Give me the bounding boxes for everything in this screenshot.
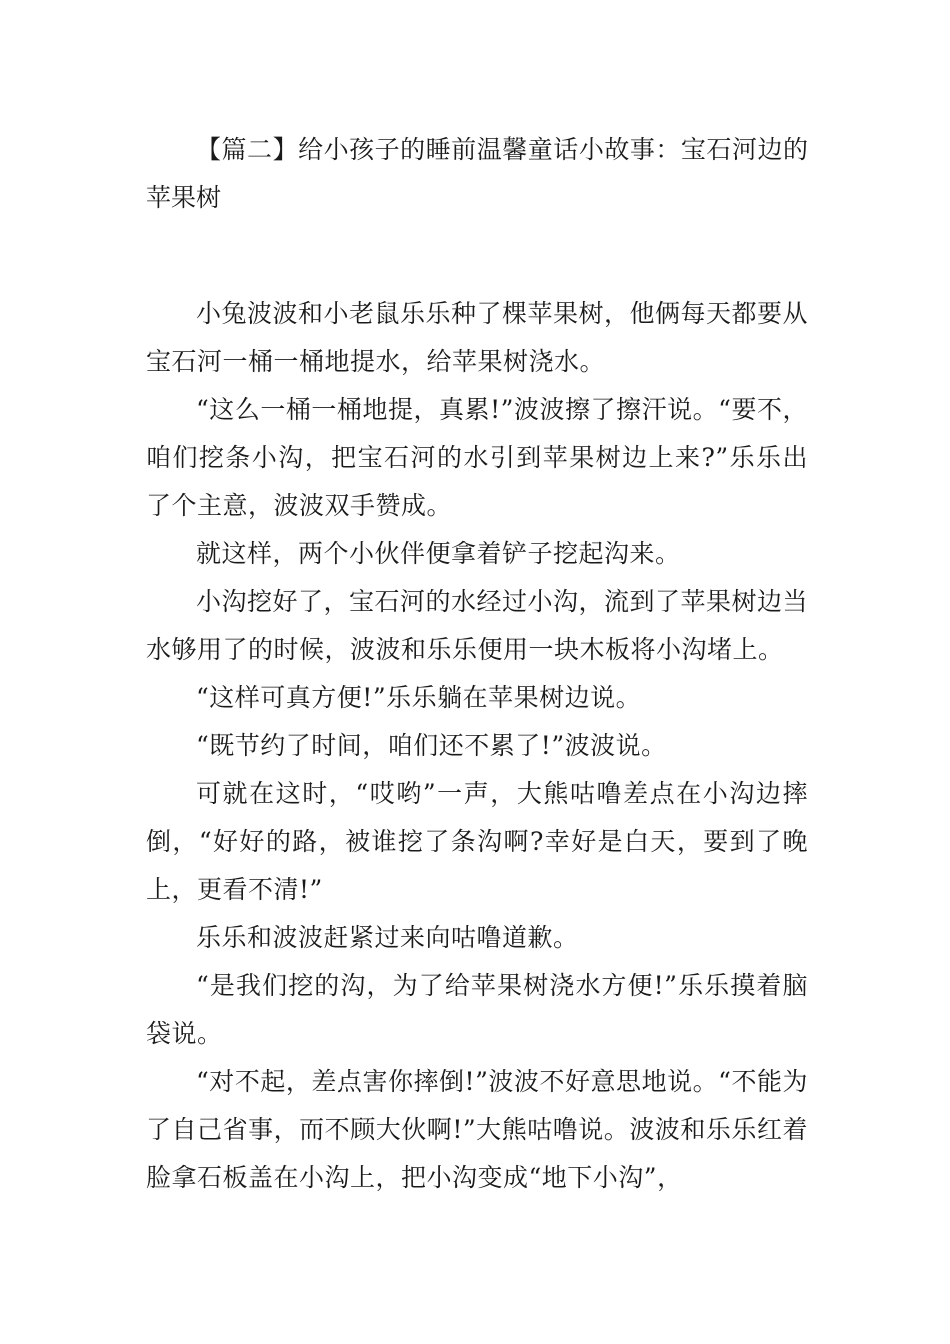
paragraph-3: 就这样，两个小伙伴便拿着铲子挖起沟来。 [196,539,681,568]
paragraph-9: “是我们挖的沟，为了给苹果树浇水方便!”乐乐摸着脑袋说。 [146,971,808,1048]
paragraph-1: 小兔波波和小老鼠乐乐种了棵苹果树，他俩每天都要从宝石河一桶一桶地提水，给苹果树浇水。 [146,299,809,376]
paragraph-8: 乐乐和波波赶紧过来向咕噜道歉。 [196,923,579,952]
paragraph-10: “对不起，差点害你摔倒!”波波不好意思地说。“不能为了自己省事，而不顾大伙啊!”大熊咕噜说。波波和乐乐红着脸拿石板盖在小沟上，把小沟变成“地下小沟”， [146,1067,808,1192]
document-page [146,126,808,1202]
title-spacer [146,222,808,290]
paragraph-7: 可就在这时，“哎哟”一声，大熊咕噜差点在小沟边摔倒，“好好的路，被谁挖了条沟啊?幸好是白天，要到了晚上，更看不清!” [146,779,808,904]
paragraph-6: “既节约了时间，咱们还不累了!”波波说。 [196,731,667,760]
paragraph-4: 小沟挖好了，宝石河的水经过小沟，流到了苹果树边当水够用了的时候，波波和乐乐便用一块木板将小沟堵上。 [146,587,809,664]
paragraph-2: “这么一桶一桶地提，真累!”波波擦了擦汗说。“要不，咱们挖条小沟，把宝石河的水引到苹果树边上来?”乐乐出了个主意，波波双手赞成。 [146,395,808,520]
paragraph-5: “这样可真方便!”乐乐躺在苹果树边说。 [196,683,642,712]
document-title: 【篇二】给小孩子的睡前温馨童话小故事：宝石河边的苹果树 [146,135,808,212]
